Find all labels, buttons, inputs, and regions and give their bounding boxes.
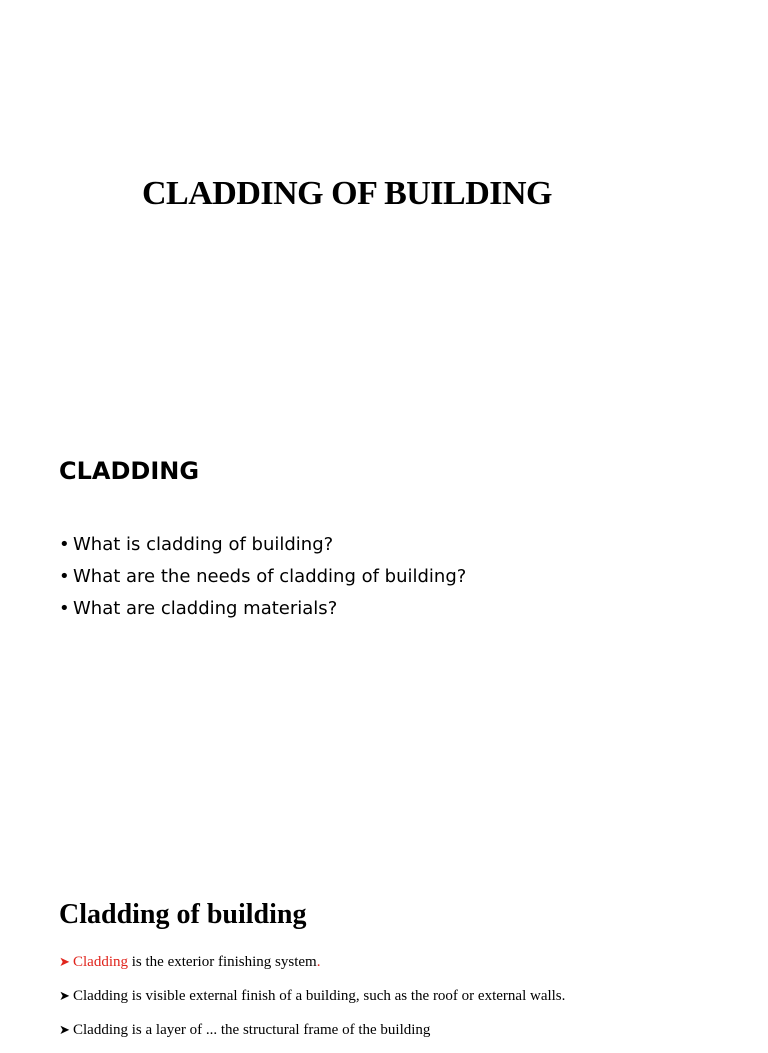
list-item [59, 951, 565, 985]
definition-text: Cladding is a layer of ... the structural frame of the building [73, 1022, 431, 1038]
list-item [59, 596, 466, 628]
definition-text: Cladding is visible external finish of a building, such as the roof or external walls. [73, 988, 566, 1004]
arrow-bullet-icon: ➤ [59, 954, 70, 969]
slide-title: CLADDING OF BUILDING [142, 175, 553, 212]
arrow-bullet-icon: ➤ [59, 988, 70, 1003]
section-heading-cladding: CLADDING [59, 457, 200, 485]
bullet-text: What are the needs of cladding of building? [73, 566, 467, 587]
section-heading-cladding-of-building: Cladding of building [59, 899, 307, 930]
list-item [59, 532, 466, 564]
bullet-dot-icon: • [59, 598, 70, 619]
bullet-dot-icon: • [59, 534, 70, 555]
bullet-dot-icon: • [59, 566, 70, 587]
highlight-term: Cladding [73, 954, 128, 970]
question-bullet-list [59, 532, 466, 628]
list-item [59, 1019, 565, 1053]
definition-text: is the exterior finishing system [128, 954, 317, 970]
list-item [59, 564, 466, 596]
trailing-punctuation: . [316, 954, 321, 970]
bullet-text: What are cladding materials? [73, 598, 338, 619]
list-item [59, 985, 565, 1019]
definition-list [59, 951, 565, 1053]
arrow-bullet-icon: ➤ [59, 1022, 70, 1037]
bullet-text: What is cladding of building? [73, 534, 334, 555]
